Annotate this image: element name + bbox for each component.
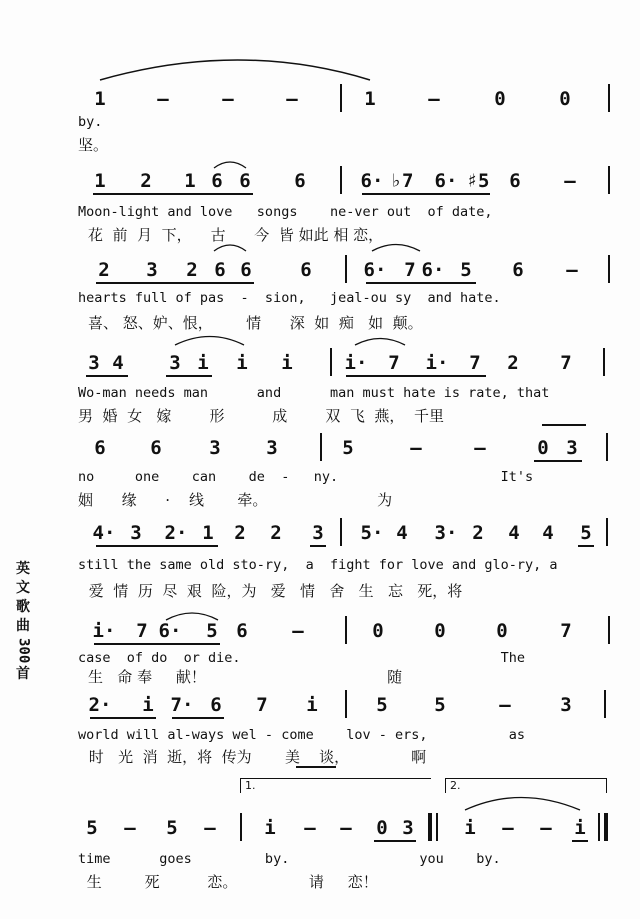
volta-1 [240,778,431,793]
note: 0 [372,620,384,642]
note: 7 [560,620,572,642]
note: 5 [376,694,388,716]
english-lyrics: no one can de - ny. It's [78,469,534,485]
note: 3 [266,437,278,459]
note: 6 [214,259,226,281]
side-title-char: 首 [16,666,30,683]
barline [345,616,347,644]
note: 2 [98,259,110,281]
note: 6 [294,170,306,192]
side-title-char: 歌 [16,599,30,615]
note: i [197,352,209,374]
beam [94,643,220,645]
repeat-barline [428,813,432,841]
note: 1 [202,522,214,544]
note: – [292,620,304,642]
note: ♭7 [390,170,414,192]
note: 6 [300,259,312,281]
beam [572,840,588,842]
note: 1 [94,170,106,192]
barline [604,690,606,718]
final-barline [604,813,608,841]
note: 3 [169,352,181,374]
note: – [502,817,514,839]
barline [608,255,610,283]
note: – [499,694,511,716]
side-title-number: 300 [15,638,32,664]
note: 7 [404,259,416,281]
barline [608,166,610,194]
barline [240,813,242,841]
note: i· [92,620,116,642]
note: 0 [559,88,571,110]
note: 6· [363,259,387,281]
volta-2 [445,778,607,793]
note: 5 [86,817,98,839]
note: 7 [560,352,572,374]
chinese-lyrics: 姻 缘 · 线 牵。 为 [78,491,393,509]
barline [340,84,342,112]
barline [320,433,322,461]
beam [366,282,476,284]
note: 7 [136,620,148,642]
chinese-lyrics: 男 婚 女 嫁 形 成 双 飞 燕， 千里 [78,407,444,425]
note: 4 [542,522,554,544]
note: 2· [88,694,112,716]
english-lyrics: world will al-ways wel - come lov - ers, as [78,727,526,743]
english-lyrics: time goes by. you by. [78,851,501,867]
note: 6 [240,259,252,281]
note: 5· [360,522,384,544]
note: 1 [364,88,376,110]
note: 4 [112,352,124,374]
note: 3 [566,437,578,459]
note: – [157,88,169,110]
note: – [286,88,298,110]
note: i [264,817,276,839]
beam [90,717,156,719]
beam [310,545,326,547]
note: i [574,817,586,839]
note: 6 [211,170,223,192]
note: 3 [209,437,221,459]
english-lyrics: hearts full of pas - sion, jeal-ou sy and hate. [78,290,501,306]
tie [214,245,246,251]
note: 6· [360,170,384,192]
note: 3 [88,352,100,374]
note: 3· [434,522,458,544]
chinese-lyrics: 生 命 奉 献！ 随 [88,668,403,686]
note: i [281,352,293,374]
barline [608,84,610,112]
note: – [410,437,422,459]
note: 0 [494,88,506,110]
note: 2 [234,522,246,544]
beam [96,282,254,284]
chinese-lyrics: 时 光 消 逝，将 传为 美 谈， 啊 [84,748,427,766]
beam [86,375,128,377]
note: 1 [94,88,106,110]
chinese-lyrics: 坚。 [78,136,109,154]
volta-2-label: 2. [450,779,461,792]
beam [374,840,416,842]
note: 0 [376,817,388,839]
note: 5 [580,522,592,544]
barline [345,255,347,283]
side-title-char: 文 [16,580,30,596]
slur [175,337,244,346]
barline [603,348,605,376]
note: 7 [388,352,400,374]
note: – [340,817,352,839]
note: 6 [150,437,162,459]
note: i [142,694,154,716]
note: 2 [472,522,484,544]
lyric-underline [542,424,586,426]
note: 5 [342,437,354,459]
barline [330,348,332,376]
note: – [564,170,576,192]
note: i [464,817,476,839]
note: 5 [460,259,472,281]
note: i [306,694,318,716]
tie [214,162,246,168]
note: 6 [94,437,106,459]
side-title-char: 英 [16,561,30,577]
note: 5 [434,694,446,716]
barline [598,813,600,841]
beam [346,375,486,377]
note: 6 [509,170,521,192]
barline [345,690,347,718]
slur [100,60,370,80]
chinese-lyrics: 爱 情 历 尽 艰 险，为 爱 情 舍 生 忘 死，将 [84,582,463,600]
note: – [222,88,234,110]
barline [606,518,608,546]
note: i [236,352,248,374]
slur [355,339,405,346]
note: 6 [210,694,222,716]
note: 3 [560,694,572,716]
chinese-lyrics: 喜、 怒、妒、恨， 情 深 如 痴 如 颠。 [88,314,423,332]
note: 6 [236,620,248,642]
note: – [566,259,578,281]
beam [534,460,582,462]
note: 7· [170,694,194,716]
note: 3 [312,522,324,544]
note: – [124,817,136,839]
note: 0 [496,620,508,642]
english-lyrics: Moon-light and love songs ne-ver out of date, [78,204,493,220]
note: 3 [130,522,142,544]
note: 6· [158,620,182,642]
beam [166,375,212,377]
side-book-title [12,560,34,684]
beam [578,545,594,547]
note: – [428,88,440,110]
barline [606,433,608,461]
barline [436,813,438,841]
slur [372,245,420,252]
chinese-lyrics: 花 前 月 下， 古 今 皆 如此 相 恋， [88,226,384,244]
chinese-lyrics: 生 死 恋。 请 恋！ [82,873,378,891]
note: i· [425,352,449,374]
note: 2 [140,170,152,192]
note: 3 [402,817,414,839]
beam [172,717,224,719]
english-lyrics: case of do or die. The [78,650,526,666]
slur [166,613,218,620]
note: 4 [508,522,520,544]
lyric-underline [296,766,336,768]
beam [362,193,490,195]
note: 1 [184,170,196,192]
note: 6· [421,259,445,281]
tie [465,798,580,811]
english-lyrics: still the same old sto-ry, a fight for love and glo-ry, a [78,557,558,573]
note: – [304,817,316,839]
note: – [204,817,216,839]
note: 5 [166,817,178,839]
note: ♯5 [466,170,490,192]
volta-1-label: 1. [245,779,256,792]
beam [93,193,253,195]
barline [340,166,342,194]
note: 2 [507,352,519,374]
beam [96,545,218,547]
note: 2· [164,522,188,544]
note: 4· [92,522,116,544]
note: 6· [434,170,458,192]
note: 6 [239,170,251,192]
note: 6 [512,259,524,281]
note: – [474,437,486,459]
note: 0 [434,620,446,642]
note: 7 [469,352,481,374]
english-lyrics: Wo-man needs man and man must hate is rate, that [78,385,550,401]
note: 5 [206,620,218,642]
note: 2 [270,522,282,544]
note: 0 [537,437,549,459]
note: 2 [186,259,198,281]
note: i· [344,352,368,374]
note: 4 [396,522,408,544]
english-lyrics: by. [78,114,103,130]
side-title-char: 曲 [16,618,30,634]
barline [608,616,610,644]
note: – [540,817,552,839]
note: 7 [256,694,268,716]
barline [340,518,342,546]
note: 3 [146,259,158,281]
